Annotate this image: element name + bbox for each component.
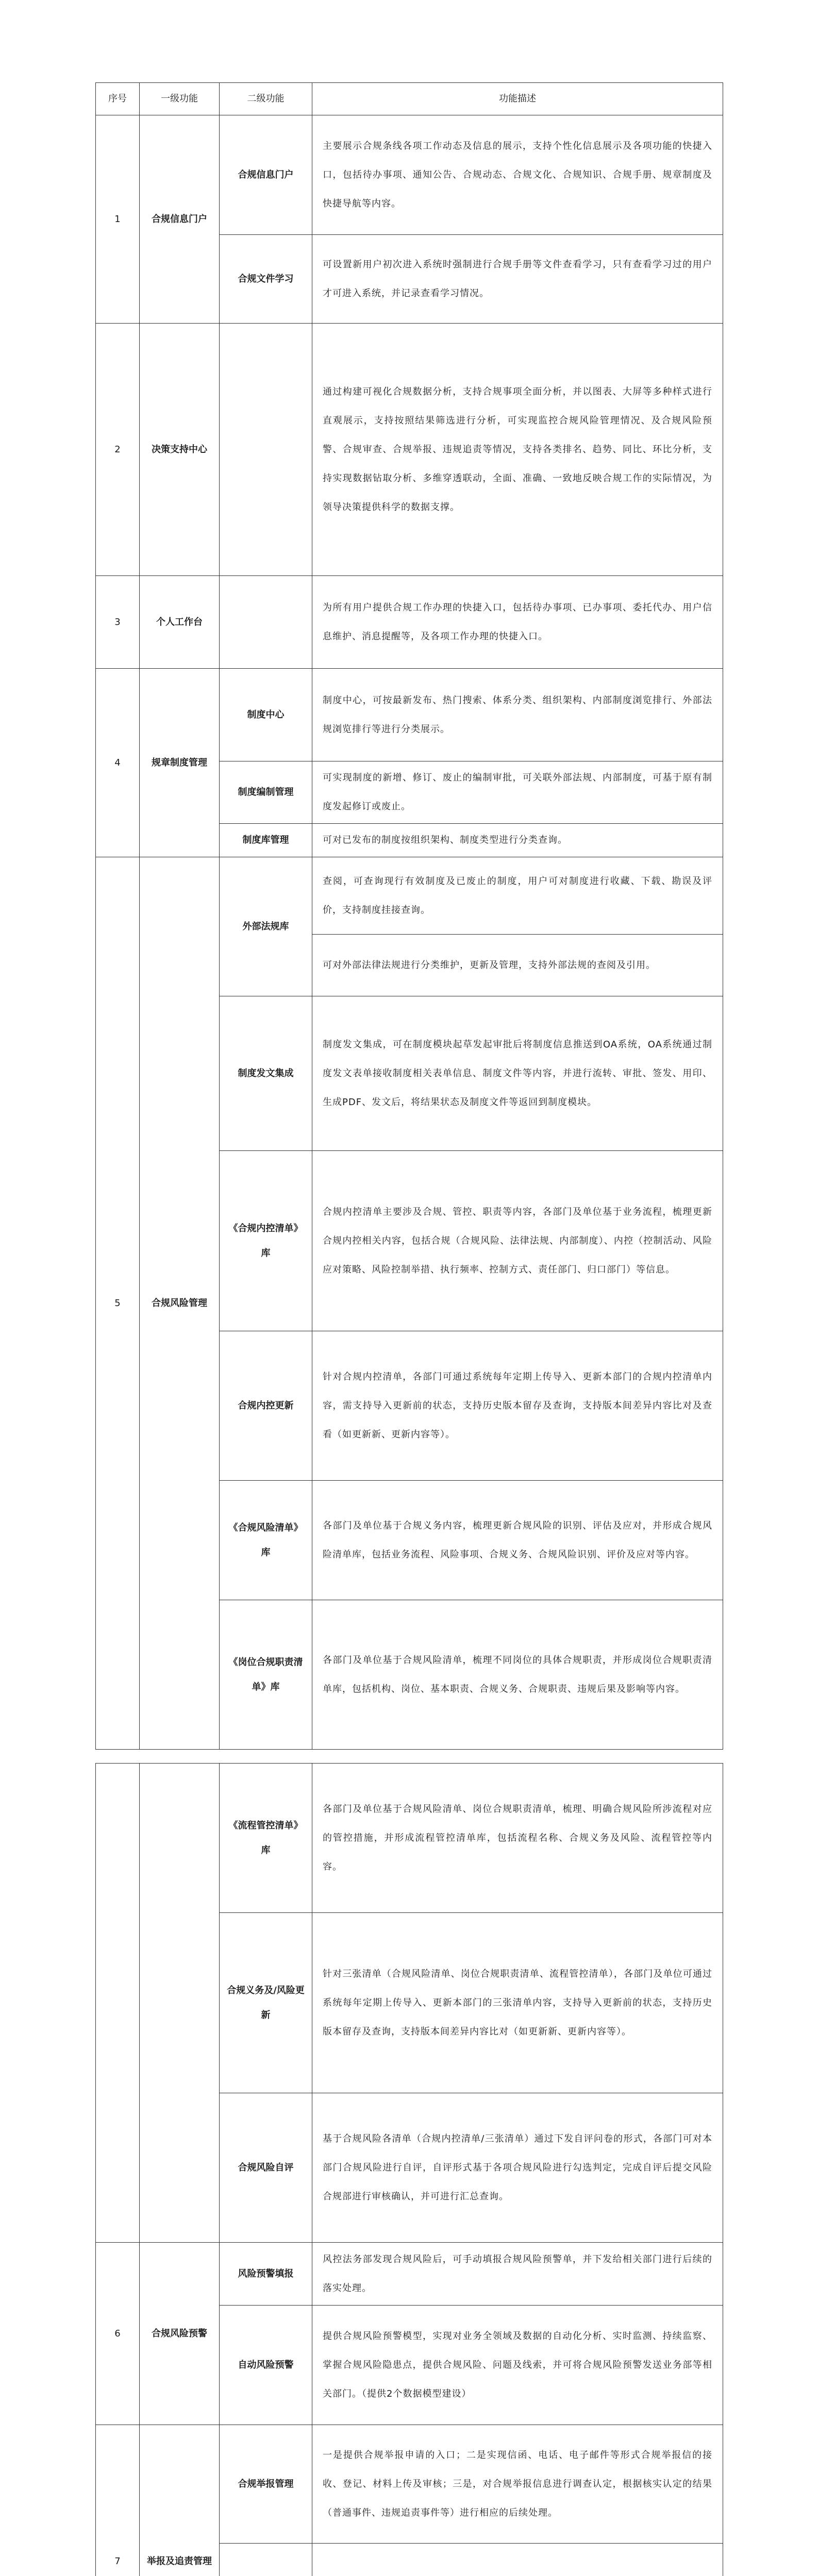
level1-function: 决策支持中心 <box>140 324 220 576</box>
function-description: 基于合规风险各清单（合规内控清单/三张清单）通过下发自评问卷的形式，各部门可对本部门合规风险进行自评，自评形式基于各项合规风险进行勾选判定，完成自评后提交风险合规部进行审核确认，并可进行汇总查询。 <box>312 2093 723 2243</box>
level2-function: 合规义务及/风险更新 <box>220 1913 312 2093</box>
table-row <box>96 115 723 235</box>
page-gap-cell <box>96 1750 723 1764</box>
function-description: 主要展示合规条线各项工作动态及信息的展示，支持个性化信息展示及各项功能的快捷入口，包括待办事项、通知公告、合规动态、合规文化、合规知识、合规手册、规章制度及快捷导航等内容。 <box>312 115 723 235</box>
level1-function: 举报及追责管理 <box>140 2425 220 2576</box>
header-level1: 一级功能 <box>140 83 220 115</box>
function-description: 通过构建可视化合规数据分析，支持合规事项全面分析，并以图表、大屏等多种样式进行直观展示，支持按照结果筛选进行分析，可实现监控合规风险管理情况、及合规风险预警、合规审查、合规举报、违规追责等情况，支持各类排名、趋势、同比、环比分析，支持实现数据钻取分析、多维穿透联动，全面、准确、一致地反映合规工作的实际情况，为领导决策提供科学的数据支撑。 <box>312 324 723 576</box>
level1-function: 合规风险预警 <box>140 2243 220 2425</box>
level2-function: 合规举报管理 <box>220 2425 312 2544</box>
level1-function: 规章制度管理 <box>140 669 220 857</box>
row-number-continued <box>96 1764 140 2243</box>
function-description: 可实现制度的新增、修订、废止的编制审批，可关联外部法规、内部制度，可基于原有制度发起修订或废止。 <box>312 761 723 824</box>
row-number: 3 <box>96 576 140 669</box>
table-row <box>96 324 723 576</box>
header-desc: 功能描述 <box>312 83 723 115</box>
table-row <box>96 1764 723 1913</box>
level2-function: 《流程管控清单》库 <box>220 1764 312 1913</box>
level2-function: 合规信息门户 <box>220 115 312 235</box>
row-number: 5 <box>96 857 140 1750</box>
row-number: 4 <box>96 669 140 857</box>
level2-function: 制度库管理 <box>220 824 312 857</box>
row-number: 6 <box>96 2243 140 2425</box>
function-description: 针对合规内控清单，各部门可通过系统每年定期上传导入、更新本部门的合规内控清单内容，需支持导入更新前的状态，支持历史版本留存及查询，支持版本间差异内容比对及查看（如更新新、更新内容等）。 <box>312 1331 723 1481</box>
header-no: 序号 <box>96 83 140 115</box>
level2-function: 风险预警填报 <box>220 2243 312 2306</box>
function-description: 查阅，可查询现行有效制度及已废止的制度，用户可对制度进行收藏、下载、勘误及评价，支持制度挂接查询。 <box>312 857 723 935</box>
spec-table-wrap <box>95 82 723 2576</box>
row-number: 2 <box>96 324 140 576</box>
level2-function: 制度发文集成 <box>220 996 312 1151</box>
table-row <box>96 857 723 935</box>
function-description: 各部门及单位基于合规风险清单，梳理不同岗位的具体合规职责，并形成岗位合规职责清单库，包括机构、岗位、基本职责、合规义务、合规职责、违规后果及影响等内容。 <box>312 1600 723 1750</box>
function-description: 提供合规风险预警模型，实现对业务全领域及数据的自动化分析、实时监测、持续监察、掌握合规风险隐患点，提供合规风险、问题及线索，并可将合规风险预警发送业务部等相关部门。（提供2个数据模型建设） <box>312 2306 723 2425</box>
function-description: 风控法务部发现合规风险后，可手动填报合规风险预警单，并下发给相关部门进行后续的落实处理。 <box>312 2243 723 2306</box>
level2-function <box>220 2544 312 2576</box>
function-description: 可对外部法律法规进行分类维护，更新及管理，支持外部法规的查阅及引用。 <box>312 935 723 996</box>
function-description: 针对三张清单（合规风险清单、岗位合规职责清单、流程管控清单），各部门及单位可通过系统每年定期上传导入、更新本部门的三张清单内容，支持导入更新前的状态，支持历史版本留存及查询，支持版本间差异内容比对（如更新新、更新内容等）。 <box>312 1913 723 2093</box>
table-row <box>96 576 723 669</box>
function-description: 一是提供合规举报申请的入口；二是实现信函、电话、电子邮件等形式合规举报信的接收、登记、材料上传及审核；三是，对合规举报信息进行调查认定，根据核实认定的结果（普通事件、违规追责事件等）进行相应的后续处理。 <box>312 2425 723 2544</box>
level2-function: 合规风险自评 <box>220 2093 312 2243</box>
level2-function <box>220 324 312 576</box>
table-row <box>96 2425 723 2544</box>
level2-function: 合规文件学习 <box>220 235 312 324</box>
function-description: 为所有用户提供合规工作办理的快捷入口，包括待办事项、已办事项、委托代办、用户信息维护、消息提醒等，及各项工作办理的快捷入口。 <box>312 576 723 669</box>
level1-function-continued <box>140 1764 220 2243</box>
level1-function: 合规风险管理 <box>140 857 220 1750</box>
function-description: 制度发文集成，可在制度模块起草发起审批后将制度信息推送到OA系统，OA系统通过制度发文表单接收制度相关表单信息、制度文件等内容，并进行流转、审批、签发、用印、生成PDF、发文后，将结果状态及制度文件等返回到制度模块。 <box>312 996 723 1151</box>
level2-function: 自动风险预警 <box>220 2306 312 2425</box>
level2-function: 合规内控更新 <box>220 1331 312 1481</box>
function-description: 各部门及单位基于合规风险清单、岗位合规职责清单，梳理、明确合规风险所涉流程对应的管控措施，并形成流程管控清单库，包括流程名称、合规义务及风险、流程管控等内容。 <box>312 1764 723 1913</box>
table-row <box>96 2243 723 2306</box>
function-description: 可设置新用户初次进入系统时强制进行合规手册等文件查看学习，只有查看学习过的用户才可进入系统，并记录查看学习情况。 <box>312 235 723 324</box>
function-description: 各部门及单位基于合规义务内容，梳理更新合规风险的识别、评估及应对，并形成合规风险清单库，包括业务流程、风险事项、合规义务、合规风险识别、评价及应对等内容。 <box>312 1481 723 1600</box>
function-description: 合规内控清单主要涉及合规、管控、职责等内容，各部门及单位基于业务流程，梳理更新合规内控相关内容，包括合规（合规风险、法律法规、内部制度）、内控（控制活动、风险应对策略、风险控制举措、执行频率、控制方式、责任部门、归口部门）等信息。 <box>312 1151 723 1331</box>
row-number: 1 <box>96 115 140 324</box>
row-number: 7 <box>96 2425 140 2576</box>
level2-function: 外部法规库 <box>220 857 312 996</box>
function-description <box>312 2544 723 2576</box>
header-level2: 二级功能 <box>220 83 312 115</box>
level2-function: 《合规内控清单》库 <box>220 1151 312 1331</box>
level2-function: 制度中心 <box>220 669 312 761</box>
page-gap <box>96 1750 723 1764</box>
level1-function: 合规信息门户 <box>140 115 220 324</box>
function-description: 可对已发布的制度按组织架构、制度类型进行分类查询。 <box>312 824 723 857</box>
function-spec-table <box>95 82 723 2576</box>
level2-function: 《合规风险清单》库 <box>220 1481 312 1600</box>
level2-function <box>220 576 312 669</box>
function-description: 制度中心，可按最新发布、热门搜索、体系分类、组织架构、内部制度浏览排行、外部法规浏览排行等进行分类展示。 <box>312 669 723 761</box>
level2-function: 制度编制管理 <box>220 761 312 824</box>
level1-function: 个人工作台 <box>140 576 220 669</box>
level2-function: 《岗位合规职责清单》库 <box>220 1600 312 1750</box>
table-header <box>96 83 723 115</box>
table-row <box>96 669 723 761</box>
